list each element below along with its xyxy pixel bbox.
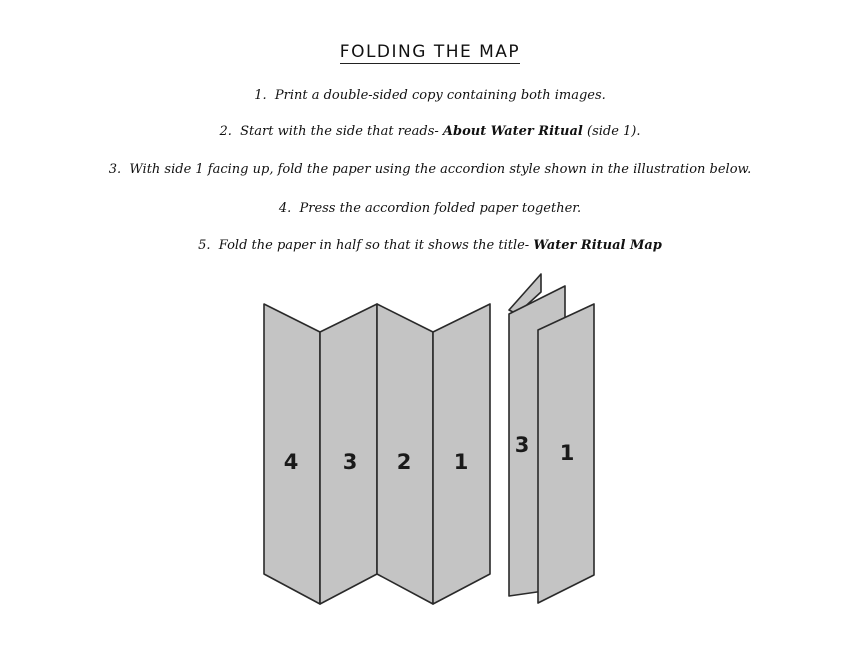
step-3: 3. With side 1 facing up, fold the paper using the accordion style shown in the illustration below. bbox=[108, 162, 752, 177]
open-panel-label-2: 2 bbox=[396, 450, 412, 474]
step-5: 5. Fold the paper in half so that it shows the title- Water Ritual Map bbox=[198, 238, 662, 253]
step-2-bold-title: About Water Ritual bbox=[442, 124, 583, 139]
step-1: 1. Print a double-sided copy containing both images. bbox=[254, 88, 606, 103]
open-panel-label-4: 4 bbox=[283, 450, 299, 474]
folded-panel-label-3: 3 bbox=[514, 433, 530, 457]
folded-panel-label-1: 1 bbox=[559, 441, 575, 465]
step-4: 4. Press the accordion folded paper together. bbox=[278, 201, 582, 216]
step-2: 2. Start with the side that reads- About Water Ritual (side 1). bbox=[219, 124, 641, 139]
open-accordion-paper bbox=[264, 304, 490, 604]
step-5-bold-title: Water Ritual Map bbox=[533, 238, 662, 253]
open-panel-label-1: 1 bbox=[453, 450, 469, 474]
folded-accordion-paper bbox=[509, 274, 594, 603]
page-title: FOLDING THE MAP bbox=[339, 42, 521, 62]
open-panel-label-3: 3 bbox=[342, 450, 358, 474]
